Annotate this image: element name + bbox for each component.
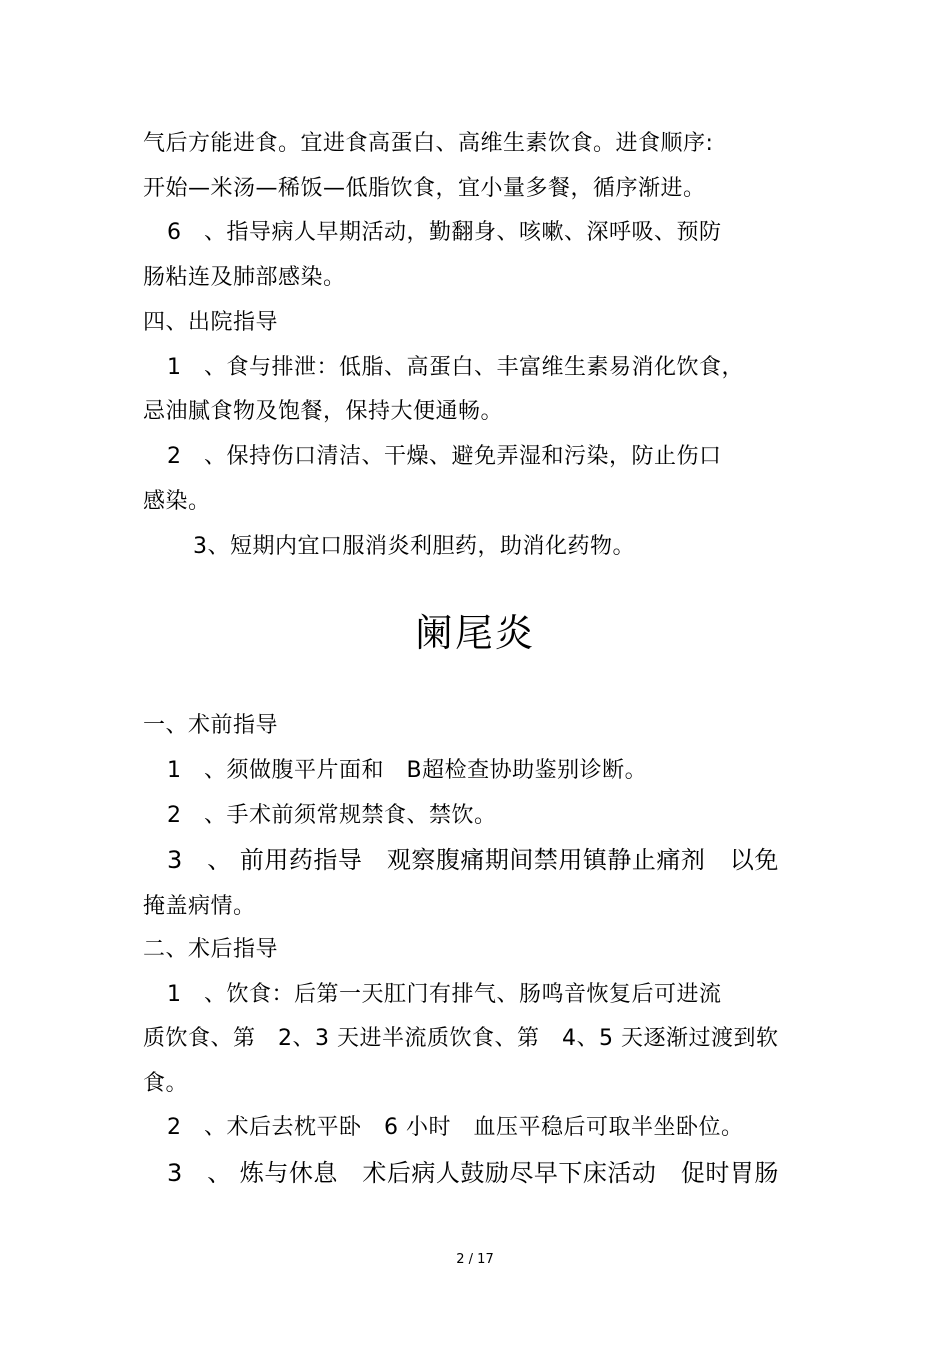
section-heading-preop: 一、术前指导 — [143, 713, 279, 738]
text-line-19: 食。 — [143, 1071, 189, 1096]
section-title: 阑尾炎 — [414, 611, 535, 655]
text-line-20: 2 、术后去枕平卧 6 小时 血压平稳后可取半坐卧位。 — [167, 1115, 744, 1140]
page-number: 2 / 17 — [456, 1252, 494, 1267]
text-line-17: 1 、饮食：后第一天肛门有排气、肠鸣音恢复后可进流 — [167, 982, 722, 1007]
text-line-2: 开始—米汤—稀饭—低脂饮食，宜小量多餐，循序渐进。 — [143, 176, 706, 201]
text-line-15: 掩盖病情。 — [143, 894, 256, 919]
text-line-3: 6 、指导病人早期活动，勤翻身、咳嗽、深呼吸、预防 — [167, 220, 722, 245]
text-line-8: 2 、保持伤口清洁、干燥、避免弄湿和污染，防止伤口 — [167, 444, 722, 469]
text-line-6: 1 、食与排泄：低脂、高蛋白、丰富维生素易消化饮食， — [167, 355, 744, 380]
section-heading-postop: 二、术后指导 — [143, 937, 279, 962]
text-line-12: 1 、须做腹平片面和 B超检查协助鉴别诊断。 — [167, 758, 648, 783]
text-line-21: 3 、 炼与休息 术后病人鼓励尽早下床活动 促时胃肠 — [167, 1159, 779, 1187]
text-line-1: 气后方能进食。宜进食高蛋白、高维生素饮食。进食顺序: — [143, 131, 714, 156]
text-line-7: 忌油腻食物及饱餐，保持大便通畅。 — [143, 399, 504, 424]
text-line-9: 感染。 — [143, 489, 211, 514]
text-line-10: 3、短期内宜口服消炎利胆药，助消化药物。 — [193, 534, 635, 559]
text-line-14: 3 、 前用药指导 观察腹痛期间禁用镇静止痛剂 以免 — [167, 846, 779, 874]
text-line-13: 2 、手术前须常规禁食、禁饮。 — [167, 803, 497, 828]
text-line-4: 肠粘连及肺部感染。 — [143, 265, 346, 290]
section-heading-discharge: 四、出院指导 — [143, 310, 279, 335]
text-line-18: 质饮食、第 2、3 天进半流质饮食、第 4、5 天逐渐过渡到软 — [143, 1026, 779, 1051]
